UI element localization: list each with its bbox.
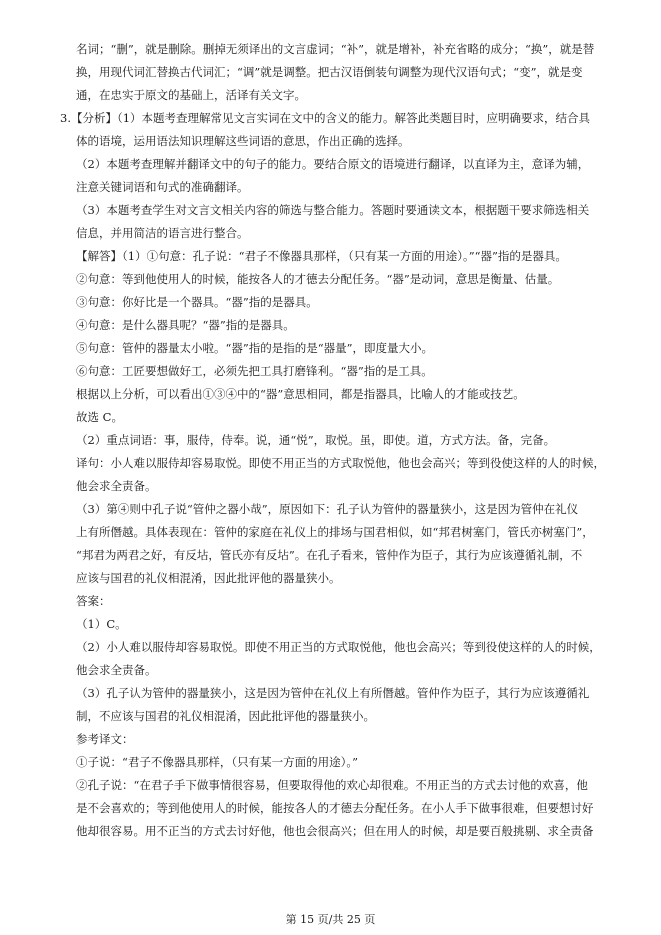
text-line: ③句意：你好比是一个器具。“器”指的是器具。: [76, 295, 318, 309]
text-line: 答案：: [76, 594, 111, 608]
text-line: 他会求全责备。: [76, 663, 157, 677]
text-line: ②孔子说：“在君子手下做事情很容易，但要取得他的欢心却很难。不用正当的方式去讨他的欢喜，他: [76, 778, 588, 792]
text-line: 信息，并用简洁的语言进行整合。: [76, 226, 249, 240]
text-line: 换，用现代词汇替换古代词汇；“调”就是调整。把古汉语倒装句调整为现代汉语句式；“变”，就是变: [76, 65, 583, 79]
text-line: 应该与国君的礼仪相混淆，因此批评他的器量狭小。: [76, 571, 341, 585]
text-line: “邦君为两君之好，有反坫，管氏亦有反坫”。在孔子看来，管仲作为臣子，其行为应该遵循礼制，不: [76, 548, 583, 562]
text-line: 他会求全责备。: [76, 479, 157, 493]
text-line: （3）孔子认为管仲的器量狭小，这是因为管仲在礼仪上有所僭越。管仲作为臣子，其行为应该遵循礼: [76, 686, 590, 700]
text-line: 译句：小人难以服侍却容易取悦。即使不用正当的方式取悦他，他也会高兴；等到役使这样的人的时候，: [76, 456, 605, 470]
text-line: 3.【分析】（1）本题考查理解常见文言实词在文中的含义的能力。解答此类题目时，应明确要求，结合具: [60, 111, 591, 125]
text-line: 注意关键词语和句式的准确翻译。: [76, 180, 249, 194]
text-line: 【解答】（1）①句意：孔子说：“君子不像器具那样，（只有某一方面的用途）。”“器”指的是器具。: [76, 249, 567, 263]
page-number-footer: 第 15 页/共 25 页: [285, 913, 376, 926]
text-line: （2）本题考查理解并翻译文中的句子的能力。要结合原文的语境进行翻译，以直译为主，意译为辅，: [76, 157, 590, 171]
text-line: （3）本题考查学生对文言文相关内容的筛选与整合能力。答题时要通读文本，根据题干要求筛选相关: [76, 203, 590, 217]
text-line: （1）C。: [76, 617, 127, 631]
text-line: 制，不应该与国君的礼仪相混淆，因此批评他的器量狭小。: [76, 709, 375, 723]
text-line: 体的语境，运用语法知识理解这些词语的意思，作出正确的选择。: [76, 134, 410, 148]
text-line: 他却很容易。用不正当的方式去讨好他，他也会很高兴；但在用人的时候，却是要百般挑剔、求全责备: [76, 824, 594, 838]
text-line: 故选 C。: [76, 410, 123, 424]
text-line: 名词；“删”，就是删除。删掉无须译出的文言虚词；“补”，就是增补，补充省略的成分；“换”，就是替: [76, 42, 595, 56]
text-line: 参考译文：: [76, 732, 134, 746]
text-line: 上有所僭越。具体表现在：管仲的家庭在礼仪上的排场与国君相似，如“邦君树塞门，管氏亦树塞门”，: [76, 525, 594, 539]
text-line: 根据以上分析，可以看出①③④中的“器”意思相同，都是指器具，比喻人的才能或技艺。: [76, 387, 525, 401]
text-line: ④句意：是什么器具呢？“器”指的是器具。: [76, 318, 295, 332]
text-line: （2）小人难以服侍却容易取悦。即使不用正当的方式取悦他，他也会高兴；等到役使这样的人的时候，: [76, 640, 601, 654]
text-line: 通，在忠实于原文的基础上，活译有关文字。: [76, 88, 306, 102]
text-line: ②句意：等到他使用人的时候，能按各人的才德去分配任务。“器”是动词，意思是衡量、估量。: [76, 272, 560, 286]
text-line: （2）重点词语：事，服侍，侍奉。说，通“悦”，取悦。虽，即使。道，方式方法。备，完备。: [76, 433, 556, 447]
text-line: ⑥句意：工匠要想做好工，必须先把工具打磨锋利。“器”指的是工具。: [76, 364, 433, 378]
text-line: （3）第④则中孔子说“管仲之器小哉”，原因如下：孔子认为管仲的器量狭小，这是因为管仲在礼仪: [76, 502, 579, 516]
text-line: ①子说：“君子不像器具那样，（只有某一方面的用途）。”: [76, 755, 359, 769]
text-line: 是不会喜欢的；等到他使用人的时候，能按各人的才德去分配任务。在小人手下做事很难，但要想讨好: [76, 801, 594, 815]
text-line: ⑤句意：管仲的器量太小啦。“器”指的是指的是“器量”，即度量大小。: [76, 341, 434, 355]
